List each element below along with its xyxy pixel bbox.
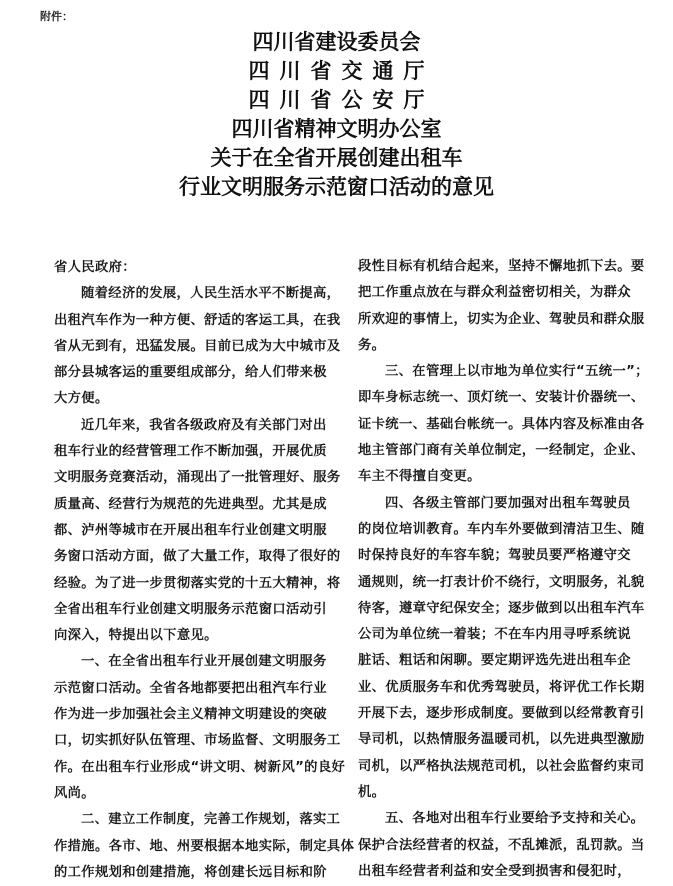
body-text-line: 业、优质服务车和优秀驾驶员，将评优工作长期 [358, 679, 645, 695]
body-text-line: 近几年来，我省各级政府及有关部门对出 [81, 417, 327, 433]
body-text-line: 即车身标志统一、顶灯统一、安装计价器统一、 [358, 390, 645, 406]
body-text-line: 五、各地对出租车行业要给予支持和关心。 [385, 811, 645, 827]
body-text-line: 把工作重点放在与群众利益密切相关，为群众 [358, 285, 631, 301]
body-text-line: 省人民政府： [54, 260, 136, 275]
body-text-line: 四、各级主管部门要加强对出租车驾驶员 [385, 495, 631, 511]
body-text-line: 段性目标有机结合起来，坚持不懈地抓下去。要 [358, 259, 645, 274]
body-text-line: 司机，以严格执法规范司机，以社会监督约束司 [358, 758, 645, 774]
body-right-column [358, 254, 649, 885]
document-title-line-1: 关于在全省开展创建出租车 [210, 146, 463, 170]
body-text-line: 示范窗口活动。全省各地都要把出租汽车行业 [54, 680, 327, 696]
body-text-line: 文明服务竞赛活动，涌现出了一批管理好、服务 [54, 470, 341, 486]
body-text-line: 出租汽车作为一种方便、舒适的客运工具，在我 [54, 312, 341, 328]
body-text-line: 公司为单位统一着装；不在车内用寻呼系统说 [358, 627, 631, 643]
body-text-line: 部分县城客运的重要组成部分，给人们带来极 [54, 365, 327, 381]
body-text-line: 所欢迎的事情上，切实为企业、驾驶员和群众服 [358, 311, 645, 327]
body-text-line: 务。 [358, 337, 386, 353]
issuer-construction-committee: 四川省建设委员会 [252, 30, 421, 54]
body-text-line: 开展下去，逐步形成制度。要做到以经常教育引 [358, 706, 645, 722]
body-text-line: 通规则，统一打表计价不绕行，文明服务，礼貌 [358, 574, 645, 590]
body-text-line: 作措施。各市、地、州要根据本地实际，制定具体 [54, 838, 355, 854]
body-text-line: 二、建立工作制度，完善工作规划，落实工 [81, 812, 341, 828]
body-text-line: 车主不得擅自变更。 [358, 469, 481, 485]
body-text-line: 作为进一步加强社会主义精神文明建设的突破 [54, 707, 327, 723]
body-text-line: 导司机，以热情服务温暖司机，以先进典型激励 [358, 732, 645, 748]
body-text-line: 租车行业的经营管理工作不断加强，开展优质 [54, 444, 327, 460]
body-text-line: 时保持良好的车容车貌；驾驶员要严格遵守交 [358, 548, 631, 564]
body-text-line: 经验。为了进一步贯彻落实党的十五大精神，将 [54, 575, 341, 591]
document-title-line-2: 行业文明服务示范窗口活动的意见 [179, 175, 494, 199]
body-text-line: 三、在管理上以市地为单位实行“五统一”； [385, 364, 649, 380]
body-text-line: 省从无到有，迅猛发展。目前已成为大中城市及 [54, 338, 341, 354]
attachment-label: 附件： [40, 10, 73, 23]
body-text-line: 地主管部门商有关单位制定，一经制定，企业、 [358, 443, 645, 459]
body-text-line: 向深入，特提出以下意见。 [54, 628, 218, 644]
body-text-line: 脏话、粗话和闲聊。要定期评选先进出租车企 [358, 653, 631, 669]
document-title-block [0, 28, 673, 202]
body-text-line: 大方便。 [54, 391, 109, 407]
body-text-line: 全省出租车行业创建文明服务示范窗口活动引 [54, 601, 327, 617]
body-text-line: 的工作规划和创建措施，将创建长远目标和阶 [54, 864, 327, 880]
body-text-line: 一、在全省出租车行业开展创建文明服务 [81, 654, 327, 670]
body-text-line: 都、泸州等城市在开展出租车行业创建文明服 [54, 522, 327, 538]
body-left-column [54, 255, 355, 886]
body-text-line: 证卡统一、基础台帐统一。具体内容及标准由各 [358, 416, 645, 432]
body-text-line: 出租车经营者利益和安全受到损害和侵犯时， [358, 863, 631, 879]
body-text-line: 待客，遵章守纪保安全；逐步做到以出租车汽车 [358, 600, 645, 616]
issuer-public-security-department: 四川省公安厅 [248, 88, 435, 112]
body-text-line: 机。 [358, 784, 386, 800]
body-text-line: 保护合法经营者的权益，不乱摊派，乱罚款。当 [358, 837, 645, 853]
issuer-civilization-office: 四川省精神文明办公室 [231, 117, 442, 141]
body-text-line: 的岗位培训教育。车内车外要做到清洁卫生、随 [358, 521, 645, 537]
body-text-line: 风尚。 [54, 785, 95, 801]
body-text-line: 随着经济的发展，人民生活水平不断提高， [81, 286, 341, 302]
body-text-line: 口，切实抓好队伍管理、市场监督、文明服务工 [54, 733, 341, 749]
body-text-line: 务窗口活动方面，做了大量工作，取得了很好的 [54, 549, 341, 565]
issuer-transport-department: 四川省交通厅 [248, 59, 435, 83]
body-text-line: 作。在出租车行业形成“讲文明、树新风”的良好 [54, 759, 346, 775]
body-text-line: 质量高、经营行为规范的先进典型。尤其是成 [54, 496, 327, 512]
